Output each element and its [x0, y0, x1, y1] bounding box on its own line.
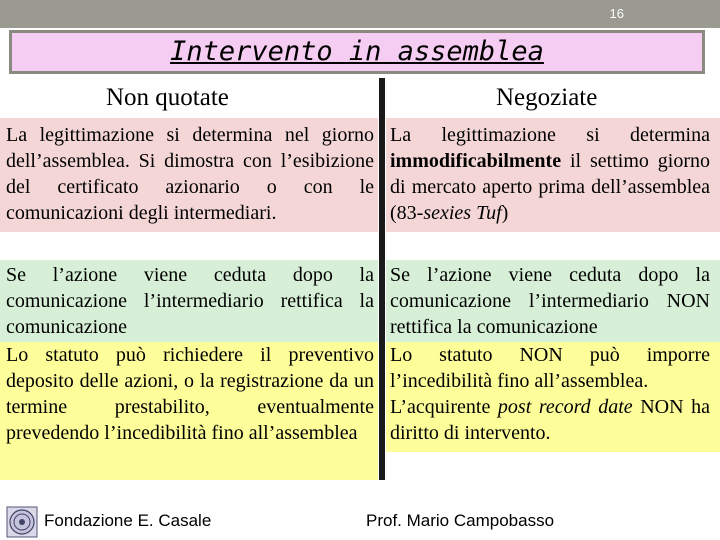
right-p4 — [390, 394, 710, 446]
right-p4-text-c: NON ha diritto di intervento. — [390, 396, 711, 444]
right-p3 — [390, 342, 710, 394]
right-p3-text-a: Lo statuto — [390, 344, 520, 366]
right-paragraph-3 — [386, 342, 720, 452]
right-p1-text-c: il settimo giorno di mercato aperto prima dell’assemblea (83- — [390, 150, 710, 224]
foundation-seal-icon — [6, 506, 38, 538]
top-bar — [0, 0, 720, 28]
right-p3-text-b: NON — [519, 344, 563, 366]
right-column-heading: Negoziate — [496, 84, 598, 111]
right-p3-text-c: può imporre l’incedibilità fino all’assemblea. — [390, 344, 711, 392]
left-column-heading: Non quotate — [106, 84, 229, 111]
right-p1-text-e: ) — [501, 202, 509, 224]
footer-organization: Fondazione E. Casale — [44, 511, 212, 530]
page-number: 16 — [609, 6, 624, 21]
right-p1-text-a: La legittimazione si determina — [390, 124, 710, 146]
right-paragraph-2 — [386, 260, 720, 342]
slide-title: Intervento in assemblea — [170, 36, 544, 67]
left-paragraph-1: La legittimazione si determina nel giorno dell’assemblea. Si dimostra con l’esibizione del certificato azionario o con le comunicazioni degli intermediari. — [0, 118, 378, 232]
column-divider — [379, 78, 385, 480]
right-p1-emphasis: immodificabilmente — [390, 150, 562, 172]
left-paragraph-2: Se l’azione viene ceduta dopo la comunicazione l’intermediario rettifica la comunicazione — [0, 260, 378, 342]
right-p1-law-ref: sexies Tuf — [423, 202, 502, 224]
title-box — [9, 30, 705, 74]
left-paragraph-3: Lo statuto può richiedere il preventivo deposito delle azioni, o la registrazione da un termine prestabilito, eventualmente prevedendo l’incedibilità fino all’assemblea — [0, 342, 378, 480]
footer-author: Prof. Mario Campobasso — [366, 511, 555, 530]
right-p4-emphasis: post record date — [497, 396, 633, 418]
right-p2-text-a: Se l’azione viene ceduta dopo la comunicazione l’intermediario — [390, 264, 710, 312]
right-p2-text-b: NON rettifica la comunicazione — [390, 290, 710, 338]
right-paragraph-1 — [386, 118, 720, 232]
right-p4-text-a: L’acquirente — [390, 396, 498, 418]
